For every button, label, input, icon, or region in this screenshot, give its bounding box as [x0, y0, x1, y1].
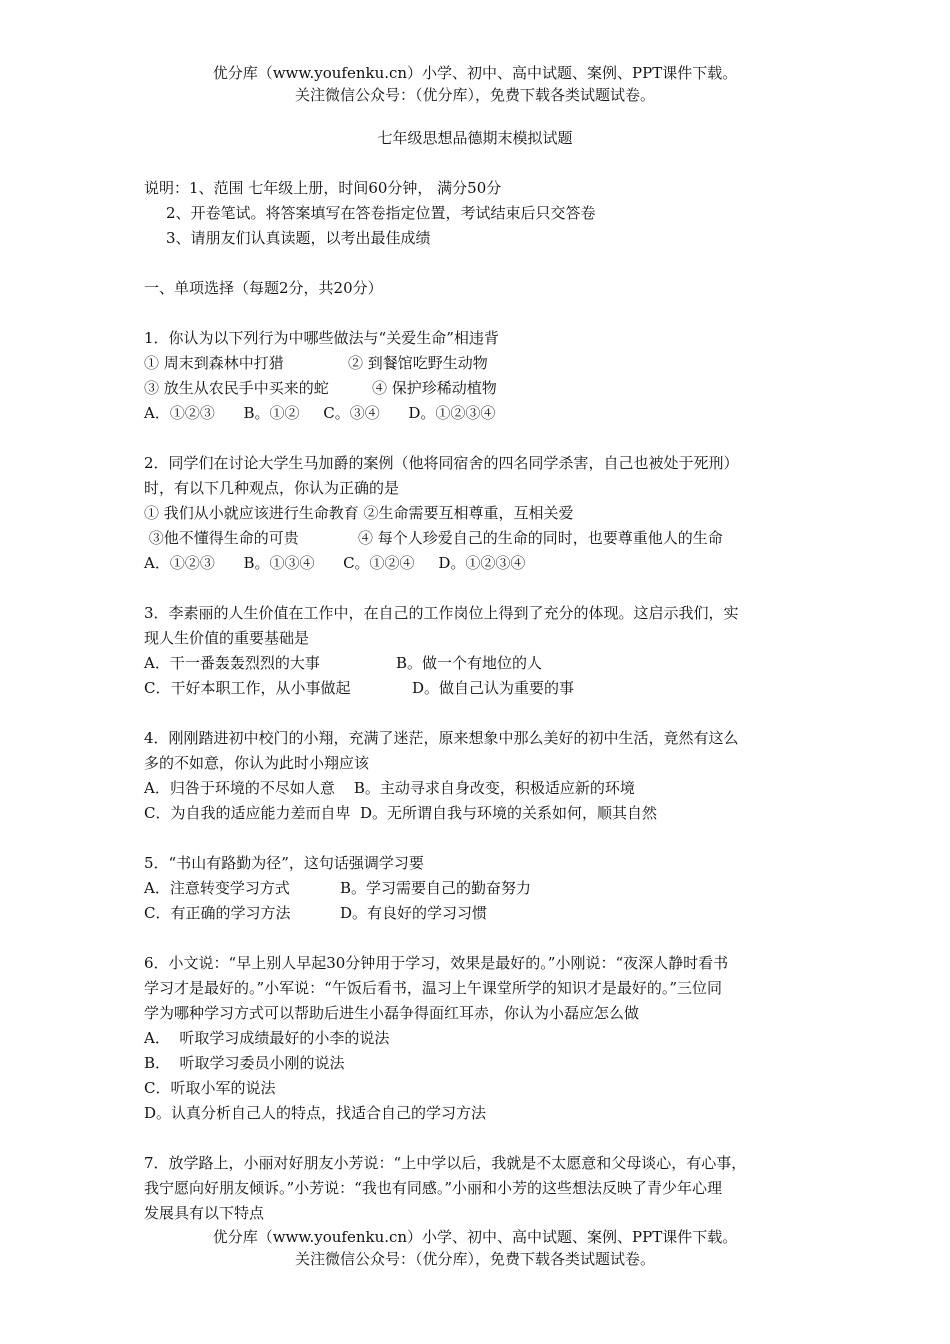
page-header	[0, 62, 950, 106]
q2-option-4: ④ 每个人珍爱自己的生命的同时，也要尊重他人的生命	[358, 529, 723, 547]
q1-option-3: ③ 放生从农民手中买来的蛇	[144, 379, 329, 397]
q5-option-c: C．有正确的学习方法	[144, 904, 291, 922]
section-heading: 一、单项选择（每题2分，共20分）	[144, 279, 383, 297]
q4-stem-2: 多的不如意，你认为此时小翔应该	[144, 754, 370, 772]
footer-line-1: 优分库（www.youfenku.cn）小学、初中、高中试题、案例、PPT课件下载。	[212, 1228, 738, 1246]
header-line-1: 优分库（www.youfenku.cn）小学、初中、高中试题、案例、PPT课件下载。	[212, 64, 738, 82]
q6-option-b: B． 听取学习委员小刚的说法	[144, 1054, 345, 1072]
q2-stem-2: 时，有以下几种观点，你认为正确的是	[144, 479, 400, 497]
note-3: 3、请朋友们认真读题，以考出最佳成绩	[166, 229, 431, 247]
question-6	[144, 951, 824, 1126]
note-2: 2、开卷笔试。将答案填写在答卷指定位置，考试结束后只交答卷	[166, 204, 596, 222]
q1-option-2: ② 到餐馆吃野生动物	[348, 354, 488, 372]
q5-option-b: B。学习需要自己的勤奋努力	[340, 879, 532, 897]
q6-stem-2: 学习才是最好的。”小军说：“午饭后看书，温习上午课堂所学的知识才是最好的。”三位同	[144, 979, 723, 997]
question-2	[144, 451, 824, 576]
q4-stem-1: 4．刚刚踏进初中校门的小翔，充满了迷茫，原来想象中那么美好的初中生活，竟然有这么	[144, 729, 739, 747]
q3-option-b: B。做一个有地位的人	[396, 654, 543, 672]
question-7	[144, 1151, 824, 1226]
q7-stem-2: 我宁愿向好朋友倾诉。”小芳说：“我也有同感。”小丽和小芳的这些想法反映了青少年心理	[144, 1179, 723, 1197]
q5-option-d: D。有良好的学习习惯	[340, 904, 488, 922]
note-1: 说明：1、范围 七年级上册，时间60分钟， 满分50分	[144, 179, 502, 197]
q2-option-3: ③他不懂得生命的可贵	[144, 529, 299, 547]
q3-stem-2: 现人生价值的重要基础是	[144, 629, 310, 647]
question-4	[144, 726, 824, 826]
q2-options-1: ① 我们从小就应该进行生命教育 ②生命需要互相尊重，互相关爱	[144, 504, 574, 522]
q6-stem-3: 学为哪种学习方式可以帮助后进生小磊争得面红耳赤，你认为小磊应怎么做	[144, 1004, 640, 1022]
header-line-2: 关注微信公众号：（优分库），免费下载各类试题试卷。	[294, 86, 655, 104]
q6-option-d: D。认真分析自己人的特点，找适合自己的学习方法	[144, 1104, 487, 1122]
exam-body	[144, 126, 824, 1226]
q3-option-d: D。做自己认为重要的事	[412, 679, 575, 697]
q2-choices: A．①②③ B。①③④ C。①②④ D。①②③④	[144, 554, 526, 572]
q1-option-4: ④ 保护珍稀动植物	[372, 379, 497, 397]
exam-title: 七年级思想品德期末模拟试题	[377, 129, 573, 147]
q1-choices: A．①②③ B。①② C。③④ D。①②③④	[144, 404, 496, 422]
q1-option-1: ① 周末到森林中打猎	[144, 354, 284, 372]
q6-stem-1: 6．小文说：“早上别人早起30分钟用于学习，效果是最好的。”小刚说：“夜深人静时看书	[144, 954, 729, 972]
question-1	[144, 326, 824, 426]
q3-option-c: C．干好本职工作，从小事做起	[144, 679, 351, 697]
q2-stem-1: 2．同学们在讨论大学生马加爵的案例（他将同宿舍的四名同学杀害，自己也被处于死刑）	[144, 454, 739, 472]
q4-options-cd: C．为自我的适应能力差而自卑 D。无所谓自我与环境的关系如何，顺其自然	[144, 804, 658, 822]
q4-options-ab: A．归咎于环境的不尽如人意 B。主动寻求自身改变，积极适应新的环境	[144, 779, 635, 797]
q7-stem-3: 发展具有以下特点	[144, 1204, 265, 1222]
page-footer	[0, 1226, 950, 1270]
footer-line-2: 关注微信公众号：（优分库），免费下载各类试题试卷。	[294, 1250, 655, 1268]
question-3	[144, 601, 824, 701]
q3-stem-1: 3．李素丽的人生价值在工作中，在自己的工作岗位上得到了充分的体现。这启示我们，实	[144, 604, 739, 622]
q5-stem: 5．“书山有路勤为径”，这句话强调学习要	[144, 854, 424, 872]
q5-option-a: A．注意转变学习方式	[144, 879, 290, 897]
q6-option-c: C．听取小军的说法	[144, 1079, 276, 1097]
question-5	[144, 851, 824, 926]
q1-stem: 1．你认为以下列行为中哪些做法与“关爱生命”相违背	[144, 329, 499, 347]
q3-option-a: A．干一番轰轰烈烈的大事	[144, 654, 320, 672]
q6-option-a: A． 听取学习成绩最好的小李的说法	[144, 1029, 390, 1047]
q7-stem-1: 7．放学路上，小丽对好朋友小芳说：“上中学以后，我就是不太愿意和父母谈心，有心事，	[144, 1154, 747, 1172]
